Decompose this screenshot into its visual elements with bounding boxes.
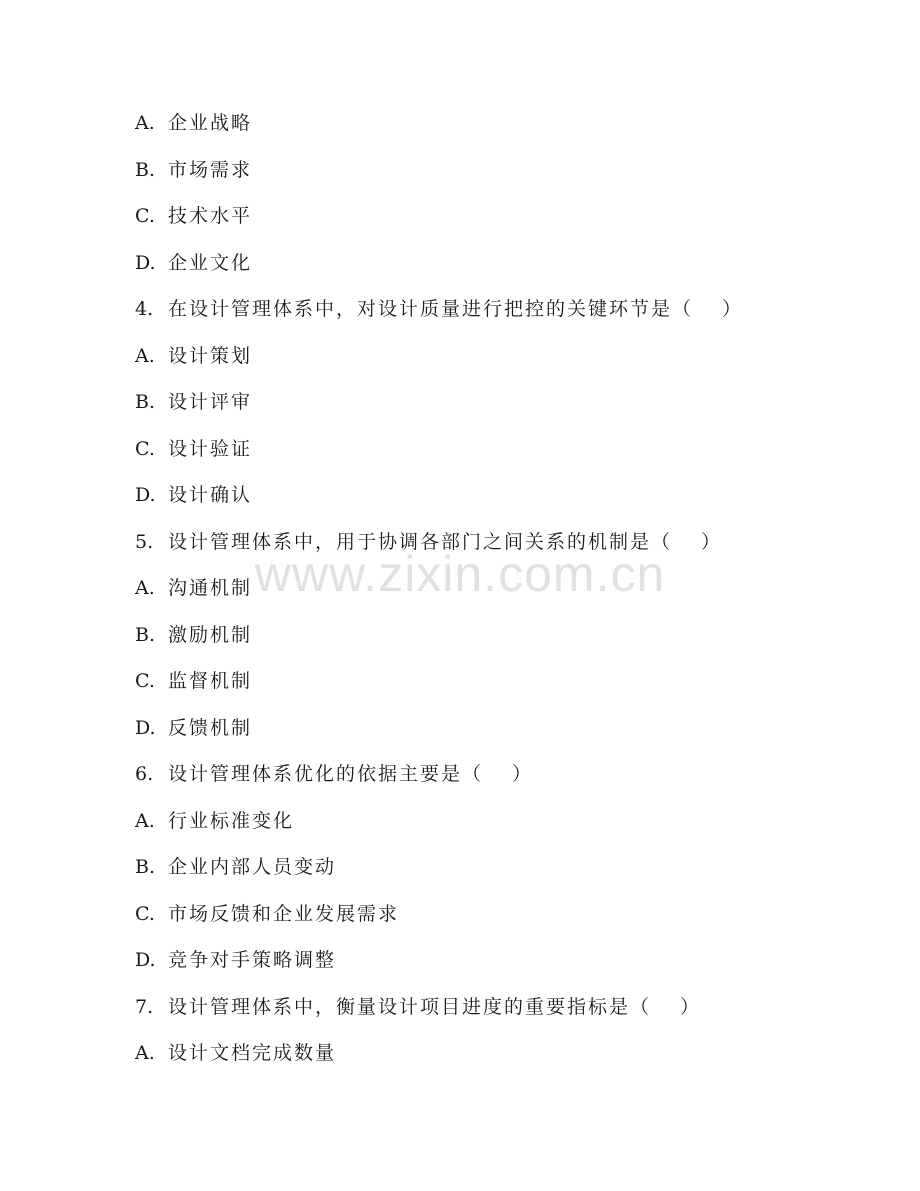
option-line	[135, 430, 855, 477]
watermark-text: www.zixin.com.cn	[254, 546, 666, 602]
option-marker: A.	[135, 809, 155, 832]
question-text: 在设计管理体系中，对设计质量进行把控的关键环节是（ ）	[168, 298, 744, 320]
option-marker: C.	[135, 902, 155, 925]
option-line	[135, 244, 855, 291]
question-number: 6.	[135, 763, 154, 785]
question-line	[135, 988, 855, 1035]
option-marker: A.	[135, 112, 155, 134]
option-line	[135, 895, 855, 942]
option-text: 企业战略	[168, 112, 253, 134]
option-text: 监督机制	[168, 670, 253, 692]
option-text: 技术水平	[168, 205, 253, 227]
option-line	[135, 848, 855, 895]
option-text: 沟通机制	[168, 577, 253, 599]
option-marker: B.	[135, 391, 156, 413]
option-marker: A.	[135, 1042, 155, 1064]
option-line	[135, 104, 855, 151]
option-text: 设计验证	[168, 437, 253, 460]
option-text: 激励机制	[168, 623, 253, 646]
option-marker: D.	[135, 484, 156, 506]
option-text: 设计评审	[168, 391, 253, 413]
question-text: 设计管理体系优化的依据主要是（ ）	[168, 763, 534, 785]
option-line	[135, 383, 855, 430]
option-marker: A.	[135, 577, 155, 599]
question-number: 7.	[135, 995, 154, 1018]
option-text: 设计文档完成数量	[168, 1042, 337, 1064]
question-line	[135, 755, 855, 802]
option-text: 设计策划	[168, 344, 253, 367]
option-text: 市场需求	[168, 158, 253, 181]
option-text: 市场反馈和企业发展需求	[168, 902, 400, 925]
option-text: 设计确认	[168, 484, 253, 506]
question-list	[135, 104, 855, 1081]
option-text: 企业文化	[168, 251, 253, 274]
option-line	[135, 337, 855, 384]
question-text: 设计管理体系中，衡量设计项目进度的重要指标是（ ）	[168, 995, 702, 1018]
question-line	[135, 523, 855, 570]
option-marker: D.	[135, 716, 156, 739]
option-marker: A.	[135, 344, 155, 367]
option-marker: B.	[135, 158, 156, 181]
option-marker: B.	[135, 623, 156, 646]
option-line	[135, 151, 855, 198]
option-line	[135, 941, 855, 988]
option-marker: C.	[135, 437, 155, 460]
option-marker: B.	[135, 856, 156, 878]
option-line	[135, 662, 855, 709]
option-line	[135, 1034, 855, 1081]
option-marker: D.	[135, 949, 156, 971]
option-text: 反馈机制	[168, 716, 253, 739]
option-line	[135, 802, 855, 849]
option-text: 企业内部人员变动	[168, 856, 337, 878]
question-text: 设计管理体系中，用于协调各部门之间关系的机制是（ ）	[168, 530, 723, 553]
question-number: 4.	[135, 298, 154, 320]
option-line	[135, 709, 855, 756]
option-line	[135, 476, 855, 523]
option-marker: D.	[135, 251, 156, 274]
option-text: 行业标准变化	[168, 809, 295, 832]
option-line	[135, 197, 855, 244]
question-number: 5.	[135, 530, 154, 553]
option-text: 竞争对手策略调整	[168, 949, 337, 971]
option-marker: C.	[135, 205, 155, 227]
question-line	[135, 290, 855, 337]
option-marker: C.	[135, 670, 155, 692]
option-line	[135, 569, 855, 616]
option-line	[135, 616, 855, 663]
